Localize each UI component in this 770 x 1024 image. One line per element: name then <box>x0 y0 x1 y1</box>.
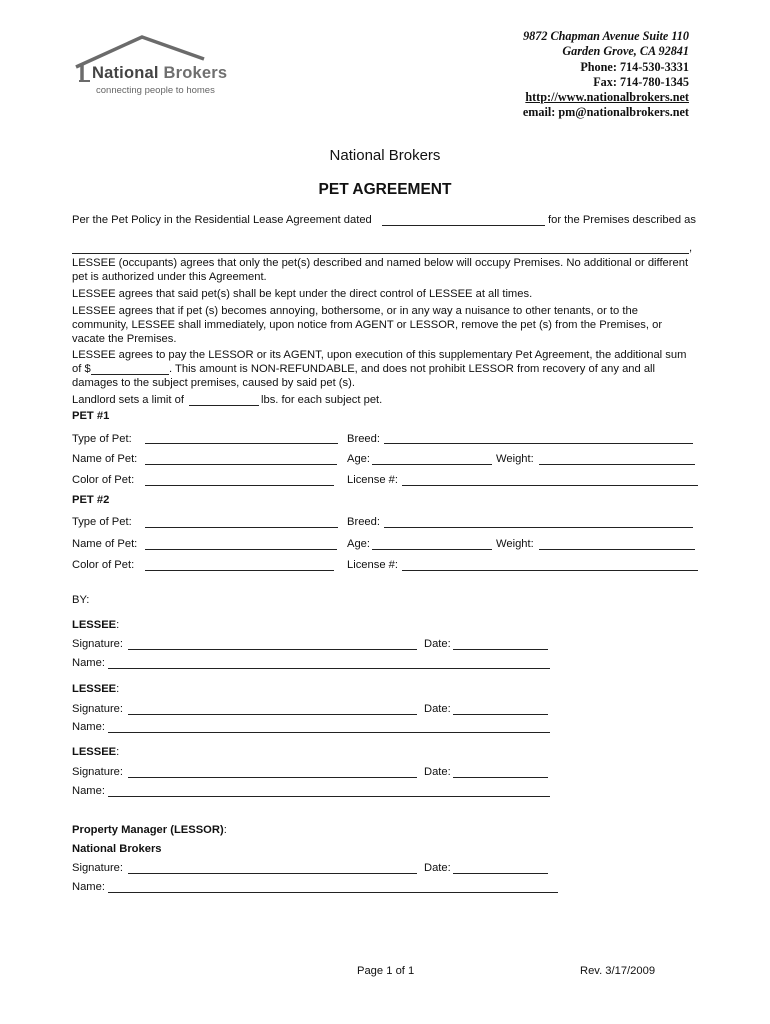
pet-1-type-field[interactable] <box>145 443 338 444</box>
lessor-name-field[interactable] <box>108 892 482 893</box>
pet-2-name-field[interactable] <box>145 549 337 550</box>
lessee-2-name-label: Name: <box>72 721 105 733</box>
lessee-2-heading-text: LESSEE <box>72 683 117 695</box>
lessee-3-signature-label: Signature: <box>72 766 123 778</box>
pet-2-license-label: License #: <box>347 559 398 571</box>
premises-field[interactable] <box>72 253 689 254</box>
pet-fee-amount-field[interactable] <box>91 374 169 375</box>
lessee-3-heading-colon: : <box>116 746 120 758</box>
pet-1-weight-label: Weight: <box>496 453 534 465</box>
lessee-3-name-field[interactable] <box>108 796 550 797</box>
lessor-heading-colon: : <box>223 824 227 836</box>
page-number: Page 1 of 1 <box>357 965 415 977</box>
company-address-block <box>523 29 689 121</box>
lessee-3-name-label: Name: <box>72 785 105 797</box>
logo-name <box>92 64 227 83</box>
intro-end: for the Premises described as <box>548 214 696 226</box>
pet-2-heading: PET #2 <box>72 494 110 506</box>
paragraph-3-line-3: vacate the Premises. <box>72 333 177 345</box>
lessee-3-date-label: Date: <box>424 766 451 778</box>
lessee-2-heading-colon: : <box>116 683 120 695</box>
lessee-3-date-field[interactable] <box>453 777 548 778</box>
lessee-1-name-label: Name: <box>72 657 105 669</box>
lessee-1-name-field[interactable] <box>108 668 550 669</box>
intro-start: Per the Pet Policy in the Residential Lease Agreement dated <box>72 214 372 226</box>
pet-2-type-label: Type of Pet: <box>72 516 132 528</box>
pet-2-breed-field[interactable] <box>384 527 693 528</box>
pet-1-breed-field[interactable] <box>384 443 693 444</box>
lessor-date-field[interactable] <box>453 873 548 874</box>
pet-1-age-label: Age: <box>347 453 371 465</box>
lessee-2-signature-label: Signature: <box>72 703 123 715</box>
address-line-2: Garden Grove, CA 92841 <box>562 44 689 59</box>
lessee-3-heading <box>72 746 119 759</box>
company-title: National Brokers <box>329 147 441 164</box>
pet-1-color-field[interactable] <box>145 485 334 486</box>
pet-2-color-field[interactable] <box>145 570 334 571</box>
pet-1-name-field[interactable] <box>145 464 337 465</box>
lessee-1-signature-field[interactable] <box>128 649 417 650</box>
pet-2-type-field[interactable] <box>145 527 338 528</box>
revision-date: Rev. 3/17/2009 <box>580 965 656 977</box>
pet-2-breed-label: Breed: <box>347 516 380 528</box>
paragraph-1-line-2: pet is authorized under this Agreement. <box>72 271 267 283</box>
pet-1-license-label: License #: <box>347 474 398 486</box>
lessor-signature-field[interactable] <box>128 873 417 874</box>
pet-2-age-label: Age: <box>347 538 371 550</box>
lessor-name-label: Name: <box>72 881 105 893</box>
weight-limit-field[interactable] <box>189 405 259 406</box>
pet-2-name-label: Name of Pet: <box>72 538 138 550</box>
pet-2-license-field[interactable] <box>402 570 698 571</box>
email-address: email: pm@nationalbrokers.net <box>522 105 689 120</box>
lessee-1-heading-colon: : <box>116 619 120 631</box>
paragraph-4-line-2: . This amount is NON-REFUNDABLE, and does not prohibit LESSOR from recovery of any and all <box>169 363 656 375</box>
address-line-1: 9872 Chapman Avenue Suite 110 <box>523 29 689 43</box>
pet-1-color-label: Color of Pet: <box>72 474 135 486</box>
pet-1-license-field[interactable] <box>402 485 698 486</box>
lessee-2-date-label: Date: <box>424 703 451 715</box>
weight-limit-suffix: lbs. for each subject pet. <box>261 394 383 406</box>
paragraph-3-line-2: community, LESSEE shall immediately, upon notice from AGENT or LESSOR, remove the pet (s) from the Premises, or <box>72 319 663 331</box>
website-link[interactable]: http://www.nationalbrokers.net <box>525 90 689 105</box>
lessee-3-signature-field[interactable] <box>128 777 417 778</box>
paragraph-1-line-1: LESSEE (occupants) agrees that only the pet(s) described and named below will occupy Premises. No additional or different <box>72 257 689 269</box>
logo-name-first: National <box>92 64 159 82</box>
lessee-1-date-field[interactable] <box>453 649 548 650</box>
lessor-name-field-extension[interactable] <box>482 892 558 893</box>
lessee-1-heading-text: LESSEE <box>72 619 117 631</box>
lease-date-field[interactable] <box>382 225 545 226</box>
pet-1-breed-label: Breed: <box>347 433 380 445</box>
logo-name-second: Brokers <box>163 64 228 82</box>
pet-1-name-label: Name of Pet: <box>72 453 138 465</box>
lessee-2-signature-field[interactable] <box>128 714 417 715</box>
paragraph-4-prefix: of $ <box>72 363 91 375</box>
paragraph-4-line-1: LESSEE agrees to pay the LESSOR or its AGENT, upon execution of this supplementary Pet Agreement, the additional sum <box>72 349 687 361</box>
pet-1-heading: PET #1 <box>72 410 110 422</box>
lessee-2-name-field[interactable] <box>108 732 550 733</box>
logo-tagline: connecting people to homes <box>96 85 215 96</box>
lessor-date-label: Date: <box>424 862 451 874</box>
lessee-2-date-field[interactable] <box>453 714 548 715</box>
fax-number: Fax: 714-780-1345 <box>593 74 689 89</box>
lessee-1-heading <box>72 619 119 632</box>
pet-1-type-label: Type of Pet: <box>72 433 132 445</box>
lessee-1-date-label: Date: <box>424 638 451 650</box>
document-title: PET AGREEMENT <box>318 181 452 198</box>
lessee-2-heading <box>72 683 119 696</box>
premises-comma: , <box>689 242 693 254</box>
by-label: BY: <box>72 594 90 606</box>
lessor-company: National Brokers <box>72 843 162 855</box>
pet-1-age-field[interactable] <box>372 464 492 465</box>
pet-2-color-label: Color of Pet: <box>72 559 135 571</box>
pet-2-weight-field[interactable] <box>539 549 695 550</box>
lessee-1-signature-label: Signature: <box>72 638 123 650</box>
lessee-3-heading-text: LESSEE <box>72 746 117 758</box>
pet-1-weight-field[interactable] <box>539 464 695 465</box>
pet-2-weight-label: Weight: <box>496 538 534 550</box>
paragraph-4-line-3: damages to the subject premises, caused by said pet (s). <box>72 377 355 389</box>
paragraph-2: LESSEE agrees that said pet(s) shall be kept under the direct control of LESSEE at all times. <box>72 288 533 300</box>
pet-2-age-field[interactable] <box>372 549 492 550</box>
lessor-heading <box>72 824 227 837</box>
lessor-heading-text: Property Manager (LESSOR) <box>72 824 224 836</box>
phone-number: Phone: 714-530-3331 <box>580 59 689 74</box>
lessor-signature-label: Signature: <box>72 862 123 874</box>
weight-limit-prefix: Landlord sets a limit of <box>72 394 184 406</box>
paragraph-3-line-1: LESSEE agrees that if pet (s) becomes annoying, bothersome, or in any way a nuisance to other tenants, or to the <box>72 305 638 317</box>
